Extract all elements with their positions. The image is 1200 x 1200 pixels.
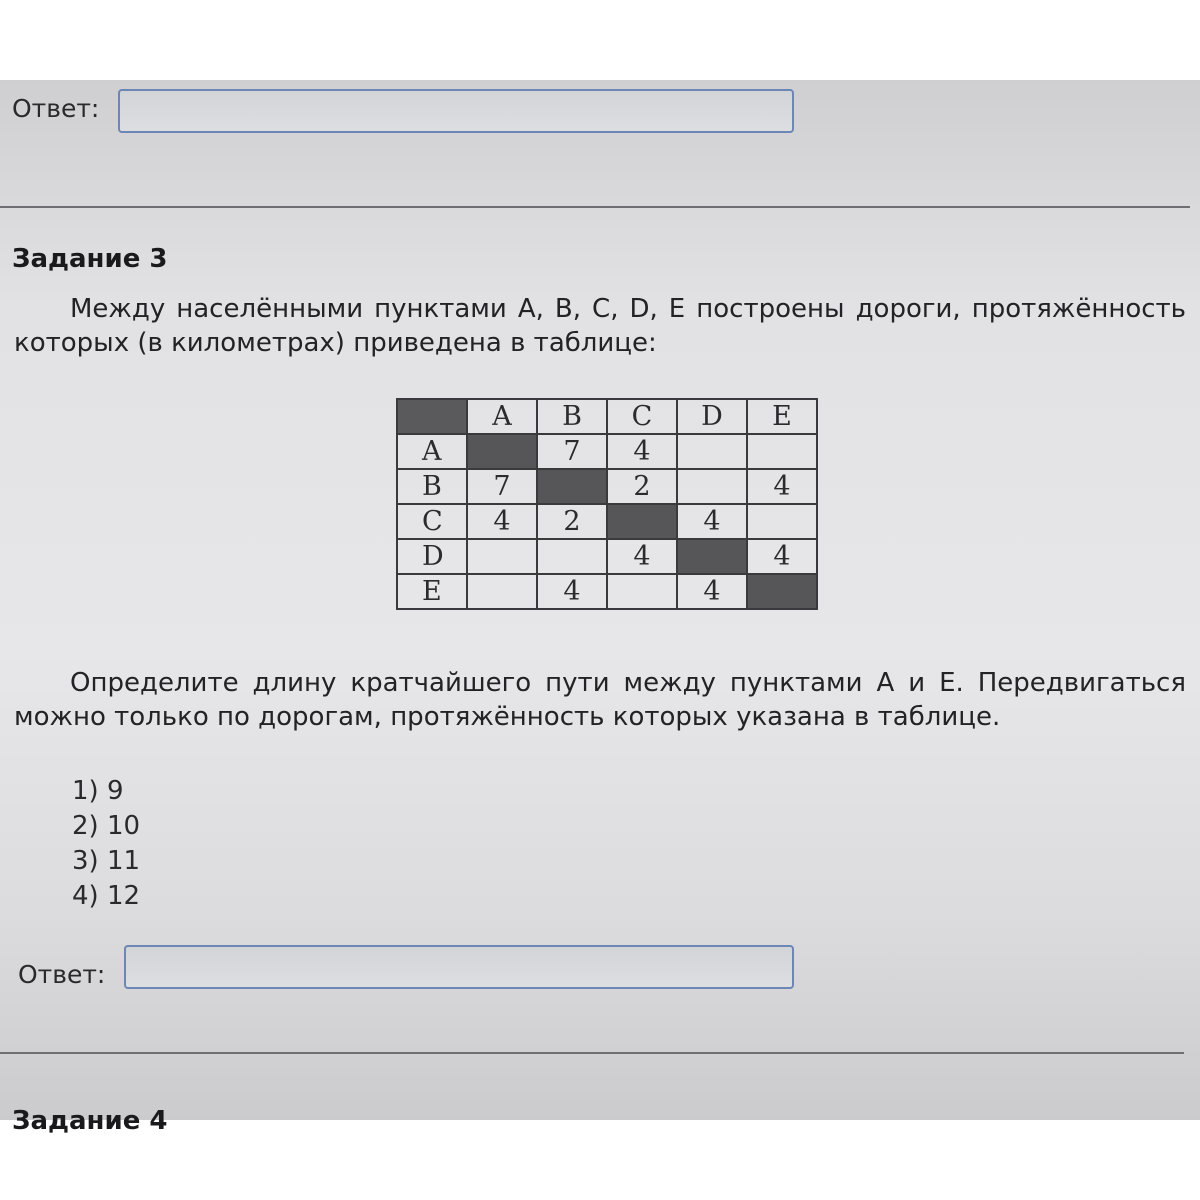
answer-label: Ответ: xyxy=(18,960,106,989)
table-cell xyxy=(607,504,677,539)
table-cell: 7 xyxy=(467,469,537,504)
table-cell: 4 xyxy=(677,574,747,609)
page-photo xyxy=(0,80,1200,1136)
table-cell: 4 xyxy=(537,574,607,609)
col-head-c: C xyxy=(607,399,677,434)
row-head-e: E xyxy=(397,574,467,609)
answer-input[interactable] xyxy=(124,945,794,989)
col-head-d: D xyxy=(677,399,747,434)
table-corner xyxy=(397,399,467,434)
table-cell xyxy=(747,574,817,609)
row-head-a: A xyxy=(397,434,467,469)
table-row xyxy=(397,504,817,539)
option-2: 2) 10 xyxy=(72,811,141,841)
table-cell xyxy=(747,434,817,469)
table-cell: 4 xyxy=(467,504,537,539)
col-head-e: E xyxy=(747,399,817,434)
table-cell: 7 xyxy=(537,434,607,469)
divider xyxy=(0,1052,1184,1054)
table-cell: 4 xyxy=(607,539,677,574)
table-cell: 2 xyxy=(607,469,677,504)
answer-label-top: Ответ: xyxy=(12,94,100,123)
table-row xyxy=(397,539,817,574)
row-head-b: B xyxy=(397,469,467,504)
option-1: 1) 9 xyxy=(72,776,124,806)
table-cell: 4 xyxy=(747,539,817,574)
task-intro: Между населёнными пунктами A, B, C, D, E построены дороги, протяжённость которых (в километрах) приведена в таблице: xyxy=(14,294,1186,358)
table-cell xyxy=(677,539,747,574)
option-3: 3) 11 xyxy=(72,846,141,876)
table-cell: 4 xyxy=(607,434,677,469)
table-cell xyxy=(747,504,817,539)
table-cell: 4 xyxy=(747,469,817,504)
table-cell xyxy=(607,574,677,609)
col-head-b: B xyxy=(537,399,607,434)
table-cell xyxy=(537,539,607,574)
table-cell xyxy=(467,434,537,469)
distance-table xyxy=(396,398,818,610)
next-task-title: Задание 4 xyxy=(12,1106,168,1136)
table-cell: 4 xyxy=(677,504,747,539)
col-head-a: A xyxy=(467,399,537,434)
task-question: Определите длину кратчайшего пути между пунктами A и E. Передвигаться можно только по дорогам, протяжённость которых указана в таблице. xyxy=(14,668,1186,732)
row-head-d: D xyxy=(397,539,467,574)
table-cell xyxy=(467,539,537,574)
table-row xyxy=(397,574,817,609)
table-cell xyxy=(677,434,747,469)
table-header-row xyxy=(397,399,817,434)
divider xyxy=(0,206,1190,208)
table-row xyxy=(397,469,817,504)
table-cell: 2 xyxy=(537,504,607,539)
answer-input-top[interactable] xyxy=(118,89,794,133)
answer-options xyxy=(72,774,140,914)
task-title: Задание 3 xyxy=(12,244,168,274)
table-cell xyxy=(537,469,607,504)
row-head-c: C xyxy=(397,504,467,539)
table-cell xyxy=(467,574,537,609)
table-cell xyxy=(677,469,747,504)
option-4: 4) 12 xyxy=(72,881,141,911)
table-row xyxy=(397,434,817,469)
